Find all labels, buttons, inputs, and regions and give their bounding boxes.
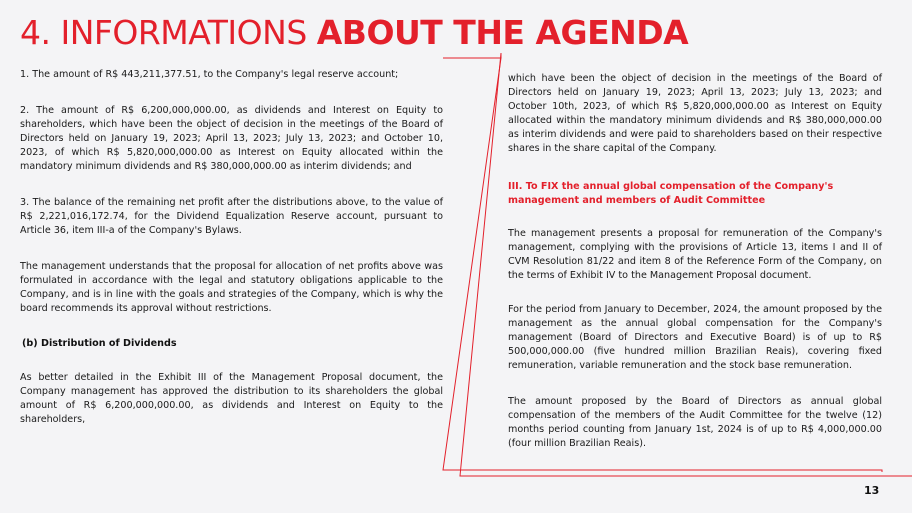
title-part-1: 4. INFORMATIONS bbox=[20, 13, 307, 52]
left-paragraph-5: As better detailed in the Exhibit III of the Management Proposal document, the Company management has approved the distribution to its shareholders the global amount of R$ 6,200,000,000.00, as dividends and Interest on Equity to the shareholders, bbox=[20, 372, 443, 425]
right-paragraph-4: The amount proposed by the Board of Directors as annual global compensation of the members of the Audit Committee for the twelve (12) months period counting from January 1st, 2024 is of up to R$ 4,000,000.00 (four million Brazilian Reais). bbox=[508, 396, 882, 449]
left-paragraph-1: 1. The amount of R$ 443,211,377.51, to the Company's legal reserve account; bbox=[20, 69, 399, 80]
right-paragraph-2: The management presents a proposal for remuneration of the Company's management, complying with the provisions of Article 13, items I and II of CVM Resolution 81/22 and item 8 of the Reference Form of the Company, on the terms of Exhibit IV to the Management Proposal document. bbox=[508, 228, 882, 281]
page-number: 13 bbox=[864, 484, 880, 497]
dividends-subheading: (b) Distribution of Dividends bbox=[22, 338, 177, 349]
left-paragraph-2: 2. The amount of R$ 6,200,000,000.00, as dividends and Interest on Equity to shareholders, which have been the object of decision in the meetings of the Board of Directors held on January 19, 2023; April 13, 2023; July 13, 2023; and October 10, 2023, of which R$ 5,820,000,000.00 as Interest on Equity allocated within the mandatory minimum dividends and R$ 380,000,000.00 as interim dividends; and bbox=[20, 105, 443, 172]
right-paragraph-3: For the period from January to December, 2024, the amount proposed by the management as the annual global compensation for the Company's management (Board of Directors and Executive Board) is of up to R$ 500,000,000.00 (five hundred million Brazilian Reais), covering fixed remuneration, variable remuneration and the stock base remuneration. bbox=[508, 304, 882, 371]
left-paragraph-4: The management understands that the proposal for allocation of net profits above was formulated in accordance with the legal and statutory obligations applicable to the Company, and is in line with the goals and strategies of the Company, which is why the board recommends its approval without restrictions. bbox=[20, 261, 443, 314]
section-iii-heading: III. To FIX the annual global compensation of the Company's management and members of Audit Committee bbox=[508, 181, 834, 206]
left-paragraph-3: 3. The balance of the remaining net profit after the distributions above, to the value of R$ 2,221,016,172.74, for the Dividend Equalization Reserve account, pursuant to Article 36, item III-a of the Company's Bylaws. bbox=[20, 197, 443, 236]
right-column bbox=[508, 0, 882, 451]
title-part-2: ABOUT THE AGENDA bbox=[316, 13, 689, 52]
left-column bbox=[20, 0, 443, 427]
right-paragraph-1: which have been the object of decision in the meetings of the Board of Directors held on January 19, 2023; April 13, 2023; July 13, 2023; and October 10th, 2023, of which R$ 5,820,000,000.00 as Interest on Equity allocated within the mandatory minimum dividends and R$ 380,000,000.00 as interim dividends and were paid to shareholders based on their respective shares in the share capital of the Company. bbox=[508, 73, 882, 154]
